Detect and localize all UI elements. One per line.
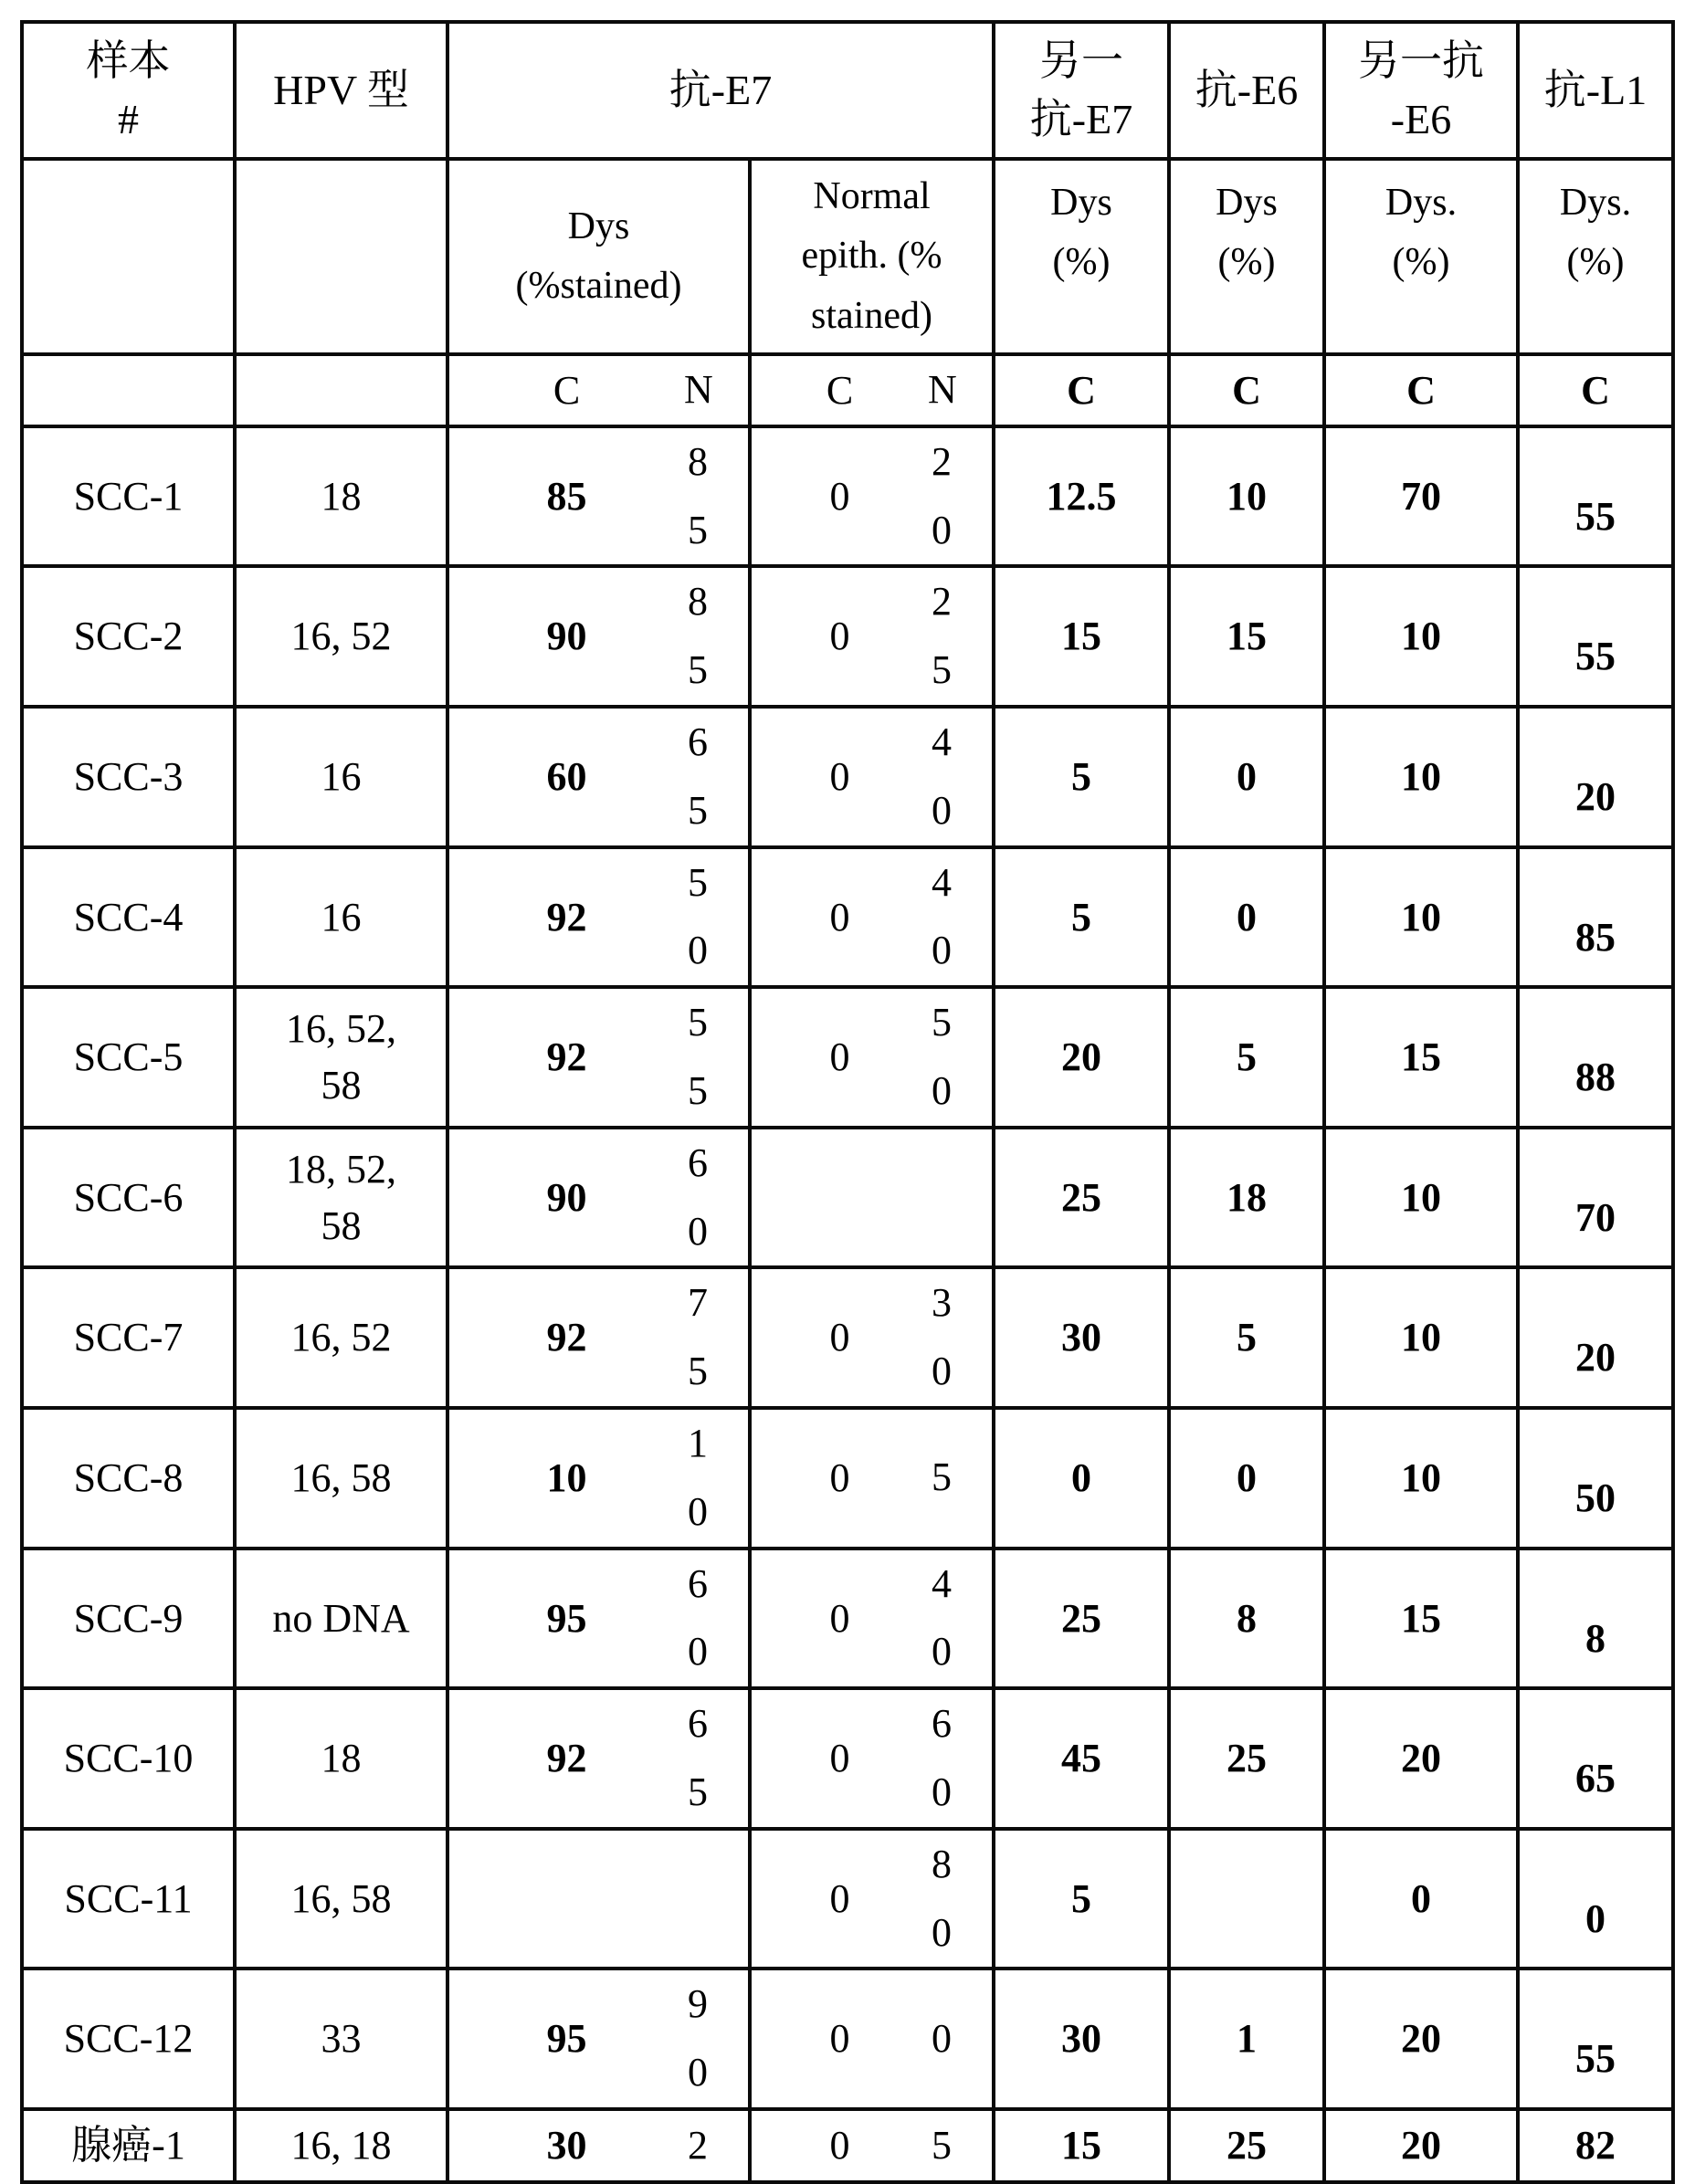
n-value: 40 <box>932 1560 953 1675</box>
alt-e7-cell: 25 <box>994 1128 1169 1268</box>
empty-cell <box>235 159 447 354</box>
n-value: 75 <box>688 1280 708 1394</box>
alt-e7-cell: 30 <box>994 1969 1169 2109</box>
e7-dys-cell <box>447 1128 750 1268</box>
alt-e7-cell: 5 <box>994 847 1169 988</box>
e7-norm-cell <box>750 1128 994 1268</box>
alt-e7-cell: 15 <box>994 2109 1169 2182</box>
l1-cell: 70 <box>1518 1128 1673 1268</box>
e7-dys-cell <box>447 707 750 847</box>
hpv-cell: 18, 52, 58 <box>235 1128 447 1268</box>
header-anti-e7: 抗-E7 <box>447 22 994 159</box>
header-another-anti-e7: 另一 抗-E7 <box>994 22 1169 159</box>
table-row <box>22 1408 1673 1549</box>
alt-e7-cell: 12.5 <box>994 426 1169 567</box>
n-value: 0 <box>932 2015 953 2061</box>
header-dys-stained: Dys (%stained) <box>447 159 750 354</box>
e7-dys-cell <box>447 2109 750 2182</box>
n-value: 5 <box>932 2122 953 2168</box>
e7-dys-cell <box>447 1267 750 1408</box>
e6-cell: 8 <box>1169 1549 1324 1689</box>
c-value: 92 <box>546 1736 587 1781</box>
e6-cell: 10 <box>1169 426 1324 567</box>
table-row <box>22 1549 1673 1689</box>
n-value: 25 <box>932 579 953 693</box>
c-value: 95 <box>546 1595 587 1641</box>
l1-cell: 8 <box>1518 1549 1673 1689</box>
sample-cell: SCC-8 <box>22 1408 235 1549</box>
n-value: 30 <box>932 1280 953 1394</box>
header-anti-e6: 抗-E6 <box>1169 22 1324 159</box>
empty-cell <box>235 354 447 426</box>
alt-e7-cell: 5 <box>994 1829 1169 1969</box>
alt-e6-cell: 10 <box>1324 1267 1518 1408</box>
sample-cell: SCC-9 <box>22 1549 235 1689</box>
l1-cell: 50 <box>1518 1408 1673 1549</box>
c-value: 0 <box>829 1875 850 1921</box>
e6-cell: 25 <box>1169 1688 1324 1829</box>
n-value: 65 <box>688 719 708 833</box>
e7-dys-cell <box>447 1549 750 1689</box>
c-value: 0 <box>829 473 850 519</box>
l1-cell: 55 <box>1518 426 1673 567</box>
n-value: 60 <box>688 1139 708 1254</box>
header-e7-dys-cn <box>447 354 750 426</box>
n-value: 20 <box>932 438 953 552</box>
c-value: 0 <box>829 1736 850 1781</box>
table-row <box>22 1128 1673 1268</box>
table-row <box>22 847 1673 988</box>
header-dys-pct-e6: Dys (%) <box>1169 159 1324 354</box>
sample-cell: SCC-2 <box>22 566 235 707</box>
header-row-cn <box>22 354 1673 426</box>
e6-cell: 15 <box>1169 566 1324 707</box>
e6-cell: 25 <box>1169 2109 1324 2182</box>
header-c-label: C <box>826 367 854 413</box>
l1-cell: 88 <box>1518 987 1673 1128</box>
header-row-2 <box>22 159 1673 354</box>
hpv-cell: 16, 52 <box>235 566 447 707</box>
header-hpv-type: HPV 型 <box>235 22 447 159</box>
c-value: 60 <box>546 753 587 799</box>
n-value: 80 <box>932 1841 953 1955</box>
header-dys-pct-l1: Dys. (%) <box>1518 159 1673 354</box>
header-row-1 <box>22 22 1673 159</box>
l1-cell: 0 <box>1518 1829 1673 1969</box>
c-value: 0 <box>829 2016 850 2062</box>
e6-cell: 0 <box>1169 1408 1324 1549</box>
alt-e6-cell: 20 <box>1324 1688 1518 1829</box>
sample-cell: SCC-4 <box>22 847 235 988</box>
hpv-cell: 16, 58 <box>235 1829 447 1969</box>
l1-cell: 20 <box>1518 1267 1673 1408</box>
e6-cell: 0 <box>1169 847 1324 988</box>
e6-cell: 5 <box>1169 1267 1324 1408</box>
e7-norm-cell <box>750 1267 994 1408</box>
l1-cell: 65 <box>1518 1688 1673 1829</box>
alt-e6-cell: 10 <box>1324 707 1518 847</box>
c-value: 90 <box>546 1174 587 1220</box>
header-c-label: C <box>553 367 581 413</box>
n-value: 60 <box>932 1701 953 1814</box>
hpv-cell: 16, 58 <box>235 1408 447 1549</box>
table-row <box>22 1688 1673 1829</box>
e7-norm-cell <box>750 1688 994 1829</box>
sample-cell: 腺癌-1 <box>22 2109 235 2182</box>
hpv-cell: 16, 52, 58 <box>235 987 447 1128</box>
l1-cell: 20 <box>1518 707 1673 847</box>
alt-e7-cell: 0 <box>994 1408 1169 1549</box>
empty-cell <box>22 159 235 354</box>
c-value: 0 <box>829 2123 850 2168</box>
hpv-cell: 33 <box>235 1969 447 2109</box>
e7-norm-cell <box>750 1829 994 1969</box>
n-value: 40 <box>932 859 953 973</box>
sample-cell: SCC-3 <box>22 707 235 847</box>
e7-dys-cell <box>447 1829 750 1969</box>
alt-e6-cell: 70 <box>1324 426 1518 567</box>
table-row <box>22 2109 1673 2182</box>
n-value: 50 <box>932 1000 953 1113</box>
e6-cell <box>1169 1829 1324 1969</box>
header-dys-pct-alt-e6: Dys. (%) <box>1324 159 1518 354</box>
hpv-cell: 18 <box>235 426 447 567</box>
e7-dys-cell <box>447 1969 750 2109</box>
header-n-label: N <box>684 367 713 412</box>
c-value: 0 <box>829 1454 850 1500</box>
table-row <box>22 1829 1673 1969</box>
alt-e6-cell: 15 <box>1324 987 1518 1128</box>
alt-e6-cell: 10 <box>1324 1408 1518 1549</box>
e6-cell: 0 <box>1169 707 1324 847</box>
e7-norm-cell <box>750 1408 994 1549</box>
e7-norm-cell <box>750 847 994 988</box>
c-value: 90 <box>546 614 587 659</box>
header-c-label: C <box>994 354 1169 426</box>
alt-e6-cell: 20 <box>1324 2109 1518 2182</box>
e7-dys-cell <box>447 426 750 567</box>
sample-cell: SCC-5 <box>22 987 235 1128</box>
sample-cell: SCC-1 <box>22 426 235 567</box>
c-value: 92 <box>546 894 587 940</box>
sample-cell: SCC-7 <box>22 1267 235 1408</box>
c-value: 95 <box>546 2016 587 2062</box>
c-value: 0 <box>829 894 850 940</box>
e7-norm-cell <box>750 566 994 707</box>
table-row <box>22 707 1673 847</box>
c-value: 92 <box>546 1034 587 1080</box>
hpv-cell: no DNA <box>235 1549 447 1689</box>
sample-cell: SCC-10 <box>22 1688 235 1829</box>
c-value: 10 <box>546 1454 587 1500</box>
header-another-anti-e6: 另一抗 -E6 <box>1324 22 1518 159</box>
n-value: 55 <box>688 1000 708 1113</box>
alt-e7-cell: 15 <box>994 566 1169 707</box>
e6-cell: 1 <box>1169 1969 1324 2109</box>
hpv-cell: 18 <box>235 1688 447 1829</box>
empty-cell <box>22 354 235 426</box>
alt-e7-cell: 25 <box>994 1549 1169 1689</box>
e7-dys-cell <box>447 1688 750 1829</box>
header-c-label: C <box>1324 354 1518 426</box>
n-value: 2 <box>688 2122 708 2168</box>
header-anti-l1: 抗-L1 <box>1518 22 1673 159</box>
l1-cell: 55 <box>1518 566 1673 707</box>
e7-dys-cell <box>447 1408 750 1549</box>
alt-e6-cell: 10 <box>1324 1128 1518 1268</box>
c-value: 0 <box>829 614 850 659</box>
n-value: 60 <box>688 1560 708 1675</box>
e7-dys-cell <box>447 847 750 988</box>
n-value: 5 <box>932 1454 953 1500</box>
staining-results-table <box>20 20 1675 2184</box>
sample-cell: SCC-6 <box>22 1128 235 1268</box>
l1-cell: 82 <box>1518 2109 1673 2182</box>
hpv-cell: 16 <box>235 707 447 847</box>
e7-norm-cell <box>750 2109 994 2182</box>
e7-norm-cell <box>750 987 994 1128</box>
e7-norm-cell <box>750 1969 994 2109</box>
c-value: 0 <box>829 1315 850 1360</box>
hpv-cell: 16, 18 <box>235 2109 447 2182</box>
table-row <box>22 1969 1673 2109</box>
e7-dys-cell <box>447 987 750 1128</box>
e7-norm-cell <box>750 707 994 847</box>
n-value: 85 <box>688 579 708 693</box>
hpv-cell: 16 <box>235 847 447 988</box>
e6-cell: 18 <box>1169 1128 1324 1268</box>
n-value: 10 <box>688 1420 708 1534</box>
e7-norm-cell <box>750 1549 994 1689</box>
c-value: 30 <box>546 2123 587 2168</box>
n-value: 40 <box>932 719 953 833</box>
alt-e7-cell: 45 <box>994 1688 1169 1829</box>
table-row <box>22 426 1673 567</box>
c-value: 85 <box>546 473 587 519</box>
l1-cell: 85 <box>1518 847 1673 988</box>
alt-e6-cell: 20 <box>1324 1969 1518 2109</box>
n-value: 50 <box>688 859 708 973</box>
c-value: 0 <box>829 1034 850 1080</box>
header-e7-norm-cn <box>750 354 994 426</box>
header-sample: 样本 # <box>22 22 235 159</box>
alt-e6-cell: 15 <box>1324 1549 1518 1689</box>
header-c-label: C <box>1169 354 1324 426</box>
alt-e6-cell: 10 <box>1324 566 1518 707</box>
e6-cell: 5 <box>1169 987 1324 1128</box>
alt-e7-cell: 30 <box>994 1267 1169 1408</box>
table-row <box>22 566 1673 707</box>
n-value: 90 <box>688 1981 708 2095</box>
header-normal-epith: Normal epith. (% stained) <box>750 159 994 354</box>
l1-cell: 55 <box>1518 1969 1673 2109</box>
alt-e7-cell: 5 <box>994 707 1169 847</box>
e7-norm-cell <box>750 426 994 567</box>
table-row <box>22 987 1673 1128</box>
header-dys-pct-alt-e7: Dys (%) <box>994 159 1169 354</box>
header-c-label: C <box>1518 354 1673 426</box>
sample-cell: SCC-11 <box>22 1829 235 1969</box>
n-value: 65 <box>688 1701 708 1814</box>
e7-dys-cell <box>447 566 750 707</box>
sample-cell: SCC-12 <box>22 1969 235 2109</box>
c-value: 0 <box>829 753 850 799</box>
header-n-label: N <box>928 367 957 412</box>
table-row <box>22 1267 1673 1408</box>
hpv-cell: 16, 52 <box>235 1267 447 1408</box>
c-value: 92 <box>546 1315 587 1360</box>
n-value: 85 <box>688 438 708 552</box>
c-value: 0 <box>829 1595 850 1641</box>
alt-e6-cell: 10 <box>1324 847 1518 988</box>
alt-e7-cell: 20 <box>994 987 1169 1128</box>
alt-e6-cell: 0 <box>1324 1829 1518 1969</box>
